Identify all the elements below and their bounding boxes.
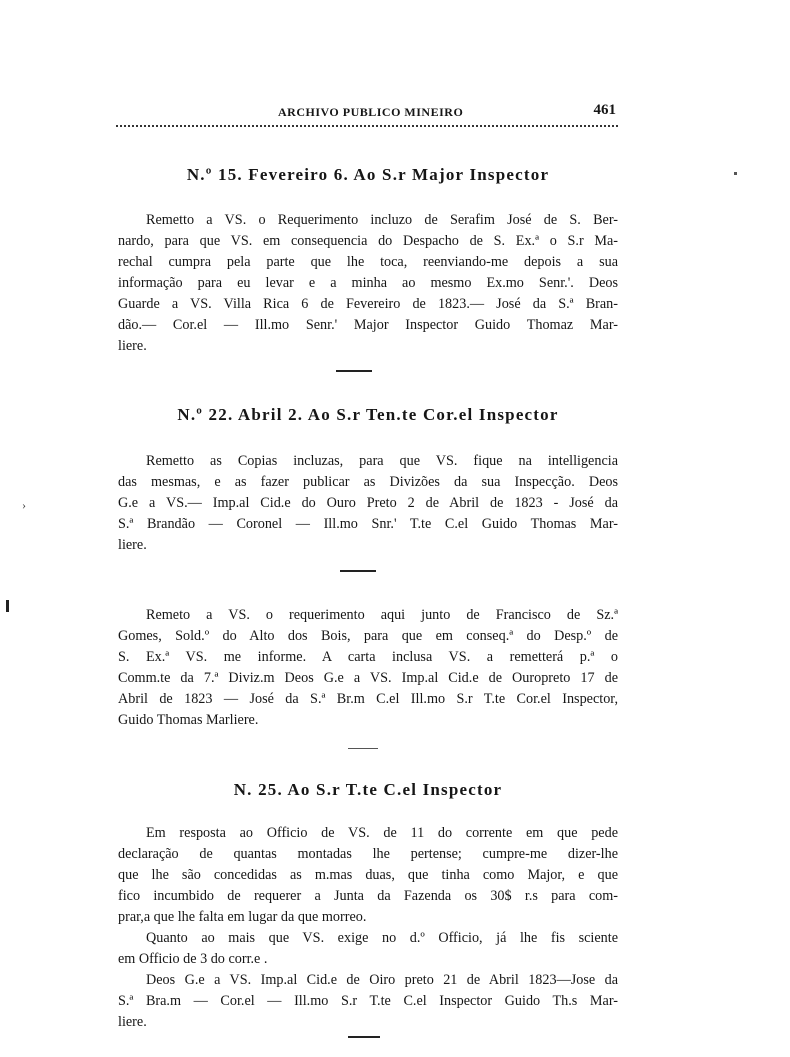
page-number: 461 <box>593 102 616 118</box>
document-heading-15: N.º 15. Fevereiro 6. Ao S.r Major Inspector <box>186 165 550 184</box>
text-line: Guarde a VS. Villa Rica 6 de Fevereiro de 1823.— José da S.ª Bran- <box>118 296 618 312</box>
text-line: informação para eu levar e a minha ao mesmo Ex.mo Senr.'. Deos <box>118 275 618 291</box>
text-line: fico incumbido de requerer a Junta da Fazenda os 30$ r.s para com- <box>118 888 618 904</box>
text-line: S.ª Brandão — Coronel — Ill.mo Snr.' T.te C.el Guido Thomas Mar- <box>118 516 618 532</box>
text-line: liere. <box>118 1014 147 1030</box>
text-line: Abril de 1823 — José da S.ª Br.m C.el Ill.mo S.r T.te Cor.el Inspector, <box>118 691 618 707</box>
document-body-untitled <box>118 605 618 731</box>
separator-rule <box>348 748 378 749</box>
text-line: que lhe são concedidas as m.mas duas, que tinha como Major, e que <box>118 867 618 883</box>
text-line: em Officio de 3 do corr.e . <box>118 951 268 967</box>
text-line: Remetto a VS. o Requerimento incluzo de Serafim José de S. Ber- <box>146 212 618 228</box>
separator-rule <box>348 1036 380 1038</box>
text-line: Guido Thomas Marliere. <box>118 712 259 728</box>
text-line: Remetto as Copias incluzas, para que VS. fique na intelligencia <box>146 453 618 469</box>
separator-rule <box>336 370 372 372</box>
separator-rule <box>340 570 376 572</box>
text-line: dão.— Cor.el — Ill.mo Senr.' Major Inspector Guido Thomaz Mar- <box>118 317 618 333</box>
text-line: rechal cumpra pela parte que lhe toca, reenviando-me depois a sua <box>118 254 618 270</box>
header-title: ARCHIVO PUBLICO MINEIRO <box>278 105 464 119</box>
document-body-22 <box>118 451 618 556</box>
margin-mark: › <box>22 498 26 512</box>
text-line: Quanto ao mais que VS. exige no d.º Officio, já lhe fis sciente <box>146 930 618 946</box>
document-body-15 <box>118 210 618 357</box>
text-line: Em resposta ao Officio de VS. de 11 do corrente em que pede <box>146 825 618 841</box>
text-line: Gomes, Sold.º do Alto dos Bois, para que em conseq.ª do Desp.º de <box>118 628 618 644</box>
text-line: das mesmas, e as fazer publicar as Divizões da sua Inspecção. Deos <box>118 474 618 490</box>
text-line: declaração de quantas montadas lhe pertense; cumpre-me dizer-lhe <box>118 846 618 862</box>
running-header <box>118 103 618 123</box>
text-line: Comm.te da 7.ª Diviz.m Deos G.e a VS. Imp.al Cid.e de Ouropreto 17 de <box>118 670 618 686</box>
text-line: liere. <box>118 338 147 354</box>
document-heading-25: N. 25. Ao S.r T.te C.el Inspector <box>233 780 503 799</box>
text-line: Remeto a VS. o requerimento aqui junto de Francisco de Sz.ª <box>146 607 618 623</box>
margin-mark <box>734 172 737 175</box>
text-line: liere. <box>118 537 147 553</box>
text-line: Deos G.e a VS. Imp.al Cid.e de Oiro preto 21 de Abril 1823—Jose da <box>146 972 618 988</box>
margin-mark <box>6 600 9 612</box>
text-line: S.ª Bra.m — Cor.el — Ill.mo S.r T.te C.el Inspector Guido Th.s Mar- <box>118 993 618 1009</box>
text-line: prar,a que lhe falta em lugar da que morreo. <box>118 909 367 925</box>
text-line: S. Ex.ª VS. me informe. A carta inclusa VS. a remetterá p.ª o <box>118 649 618 665</box>
document-body-25 <box>118 823 618 1033</box>
text-line: G.e a VS.— Imp.al Cid.e do Ouro Preto 2 de Abril de 1823 - José da <box>118 495 618 511</box>
text-line: nardo, para que VS. em consequencia do Despacho de S. Ex.ª o S.r Ma- <box>118 233 618 249</box>
document-heading-22: N.º 22. Abril 2. Ao S.r Ten.te Cor.el Inspector <box>177 405 559 424</box>
header-rule <box>116 125 618 127</box>
